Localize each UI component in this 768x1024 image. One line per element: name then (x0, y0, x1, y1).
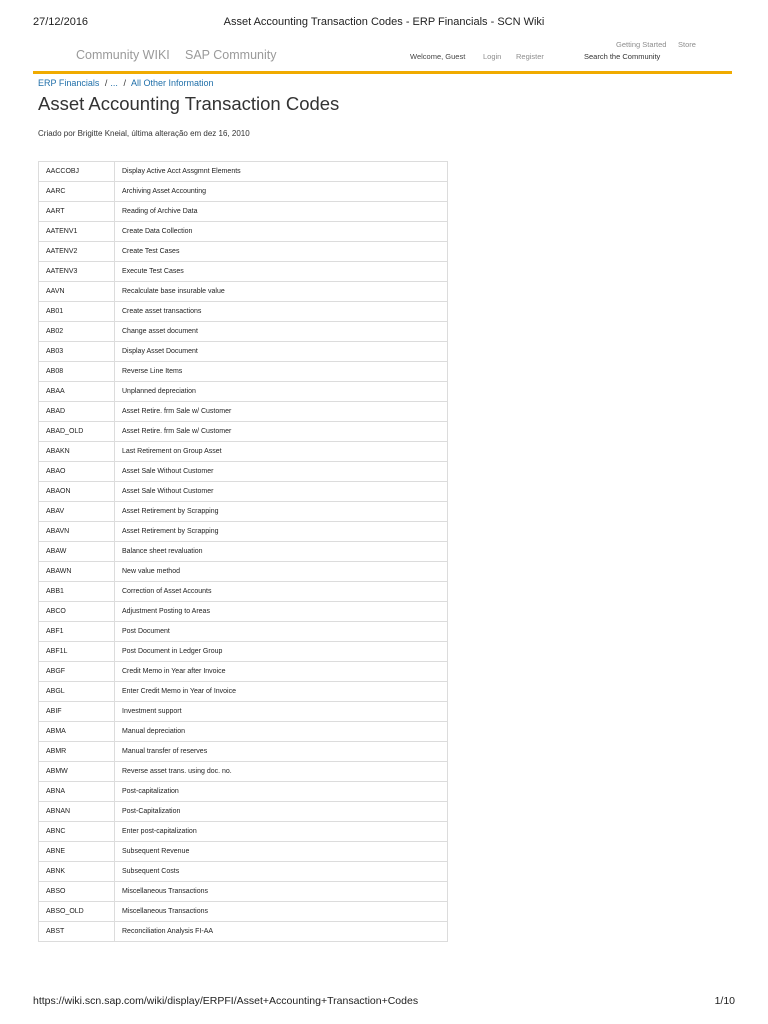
table-row (39, 162, 448, 182)
transaction-description-cell: Post-Capitalization (115, 802, 448, 822)
transaction-description-cell: Display Active Acct Assgmnt Elements (115, 162, 448, 182)
print-footer (33, 995, 735, 1011)
transaction-code-cell: AB02 (39, 322, 115, 342)
transaction-description-cell: Post Document in Ledger Group (115, 642, 448, 662)
search-community-link[interactable]: Search the Community (584, 52, 661, 61)
print-url: https://wiki.scn.sap.com/wiki/display/ERPFI/Asset+Accounting+Transaction+Codes (33, 995, 419, 1007)
transaction-codes-body (39, 162, 448, 942)
transaction-description-cell: Post-capitalization (115, 782, 448, 802)
table-row (39, 302, 448, 322)
table-row (39, 202, 448, 222)
transaction-code-cell: ABST (39, 922, 115, 942)
print-date: 27/12/2016 (33, 16, 89, 28)
transaction-code-cell: ABNK (39, 862, 115, 882)
transaction-description-cell: Adjustment Posting to Areas (115, 602, 448, 622)
transaction-description-cell: Reading of Archive Data (115, 202, 448, 222)
transaction-code-cell: ABMA (39, 722, 115, 742)
transaction-code-cell: ABB1 (39, 582, 115, 602)
table-row (39, 862, 448, 882)
transaction-code-cell: AATENV3 (39, 262, 115, 282)
table-row (39, 382, 448, 402)
table-row (39, 762, 448, 782)
table-row (39, 282, 448, 302)
transaction-description-cell: Enter Credit Memo in Year of Invoice (115, 682, 448, 702)
transaction-code-cell: ABIF (39, 702, 115, 722)
transaction-code-cell: ABNE (39, 842, 115, 862)
transaction-description-cell: Asset Sale Without Customer (115, 462, 448, 482)
table-row (39, 882, 448, 902)
transaction-description-cell: Create Test Cases (115, 242, 448, 262)
transaction-description-cell: Create Data Collection (115, 222, 448, 242)
breadcrumb-erp-financials[interactable]: ERP Financials (38, 78, 100, 88)
table-row (39, 342, 448, 362)
table-row (39, 842, 448, 862)
table-row (39, 802, 448, 822)
transaction-code-cell: ABMR (39, 742, 115, 762)
welcome-text: Welcome, Guest (410, 52, 466, 61)
transaction-description-cell: Enter post-capitalization (115, 822, 448, 842)
table-row (39, 442, 448, 462)
transaction-description-cell: Post Document (115, 622, 448, 642)
table-row (39, 362, 448, 382)
transaction-code-cell: ABAV (39, 502, 115, 522)
table-row (39, 622, 448, 642)
transaction-code-cell: ABNA (39, 782, 115, 802)
transaction-description-cell: Reverse Line Items (115, 362, 448, 382)
transaction-code-cell: AB03 (39, 342, 115, 362)
transaction-description-cell: Last Retirement on Group Asset (115, 442, 448, 462)
transaction-codes-table (38, 161, 448, 942)
transaction-code-cell: ABAVN (39, 522, 115, 542)
breadcrumb-ellipsis[interactable]: ... (110, 78, 118, 88)
transaction-code-cell: ABAO (39, 462, 115, 482)
transaction-description-cell: Miscellaneous Transactions (115, 882, 448, 902)
table-row (39, 582, 448, 602)
table-row (39, 822, 448, 842)
transaction-description-cell: Balance sheet revaluation (115, 542, 448, 562)
transaction-description-cell: Subsequent Revenue (115, 842, 448, 862)
transaction-code-cell: ABSO_OLD (39, 902, 115, 922)
table-row (39, 602, 448, 622)
table-row (39, 642, 448, 662)
table-row (39, 542, 448, 562)
transaction-code-cell: ABAWN (39, 562, 115, 582)
transaction-description-cell: Correction of Asset Accounts (115, 582, 448, 602)
table-row (39, 902, 448, 922)
table-row (39, 222, 448, 242)
table-row (39, 462, 448, 482)
community-wiki-link[interactable]: Community WIKI (76, 48, 170, 62)
transaction-code-cell: ABF1L (39, 642, 115, 662)
transaction-code-cell: AART (39, 202, 115, 222)
table-row (39, 782, 448, 802)
transaction-code-cell: AATENV2 (39, 242, 115, 262)
breadcrumb (38, 78, 214, 88)
table-row (39, 262, 448, 282)
transaction-description-cell: Subsequent Costs (115, 862, 448, 882)
transaction-code-cell: ABCO (39, 602, 115, 622)
table-row (39, 662, 448, 682)
table-row (39, 422, 448, 442)
transaction-code-cell: ABSO (39, 882, 115, 902)
page-byline: Criado por Brigitte Kneial, última alteração em dez 16, 2010 (38, 129, 250, 138)
transaction-description-cell: Manual transfer of reserves (115, 742, 448, 762)
transaction-description-cell: Change asset document (115, 322, 448, 342)
getting-started-link[interactable]: Getting Started (616, 40, 667, 49)
table-row (39, 682, 448, 702)
table-row (39, 702, 448, 722)
table-row (39, 742, 448, 762)
transaction-description-cell: New value method (115, 562, 448, 582)
transaction-code-cell: AAVN (39, 282, 115, 302)
transaction-description-cell: Display Asset Document (115, 342, 448, 362)
transaction-description-cell: Unplanned depreciation (115, 382, 448, 402)
table-row (39, 242, 448, 262)
transaction-description-cell: Investment support (115, 702, 448, 722)
transaction-description-cell: Archiving Asset Accounting (115, 182, 448, 202)
transaction-description-cell: Reconciliation Analysis FI-AA (115, 922, 448, 942)
transaction-code-cell: ABAON (39, 482, 115, 502)
transaction-description-cell: Asset Retire. frm Sale w/ Customer (115, 422, 448, 442)
table-row (39, 402, 448, 422)
transaction-code-cell: ABGL (39, 682, 115, 702)
transaction-description-cell: Asset Retirement by Scrapping (115, 522, 448, 542)
register-link[interactable]: Register (516, 52, 544, 61)
transaction-description-cell: Manual depreciation (115, 722, 448, 742)
transaction-code-cell: ABAW (39, 542, 115, 562)
print-title: Asset Accounting Transaction Codes - ERP Financials - SCN Wiki (223, 16, 545, 28)
login-link[interactable]: Login (483, 52, 502, 61)
page-title: Asset Accounting Transaction Codes (38, 93, 340, 114)
transaction-description-cell: Asset Retire. frm Sale w/ Customer (115, 402, 448, 422)
table-row (39, 322, 448, 342)
transaction-description-cell: Reverse asset trans. using doc. no. (115, 762, 448, 782)
table-row (39, 182, 448, 202)
transaction-code-cell: ABMW (39, 762, 115, 782)
transaction-code-cell: ABAA (39, 382, 115, 402)
breadcrumb-separator: / (123, 78, 126, 88)
transaction-description-cell: Execute Test Cases (115, 262, 448, 282)
breadcrumb-separator: / (104, 78, 108, 88)
table-row (39, 562, 448, 582)
sap-community-link[interactable]: SAP Community (185, 48, 277, 62)
transaction-description-cell: Recalculate base insurable value (115, 282, 448, 302)
transaction-code-cell: AB01 (39, 302, 115, 322)
transaction-code-cell: AB08 (39, 362, 115, 382)
transaction-code-cell: ABAD (39, 402, 115, 422)
transaction-description-cell: Create asset transactions (115, 302, 448, 322)
table-row (39, 502, 448, 522)
transaction-description-cell: Asset Sale Without Customer (115, 482, 448, 502)
top-navigation (33, 36, 732, 72)
transaction-code-cell: AARC (39, 182, 115, 202)
transaction-code-cell: AATENV1 (39, 222, 115, 242)
print-header (33, 16, 735, 32)
table-row (39, 482, 448, 502)
page-number: 1/10 (714, 995, 735, 1007)
transaction-code-cell: ABAKN (39, 442, 115, 462)
transaction-description-cell: Credit Memo in Year after Invoice (115, 662, 448, 682)
transaction-code-cell: ABNAN (39, 802, 115, 822)
header-accent-bar (33, 71, 732, 74)
transaction-code-cell: ABF1 (39, 622, 115, 642)
transaction-code-cell: ABAD_OLD (39, 422, 115, 442)
transaction-code-cell: AACCOBJ (39, 162, 115, 182)
store-link[interactable]: Store (678, 40, 696, 49)
table-row (39, 922, 448, 942)
transaction-code-cell: ABNC (39, 822, 115, 842)
transaction-description-cell: Asset Retirement by Scrapping (115, 502, 448, 522)
transaction-description-cell: Miscellaneous Transactions (115, 902, 448, 922)
table-row (39, 722, 448, 742)
breadcrumb-all-other-information[interactable]: All Other Information (130, 78, 214, 88)
transaction-code-cell: ABGF (39, 662, 115, 682)
table-row (39, 522, 448, 542)
